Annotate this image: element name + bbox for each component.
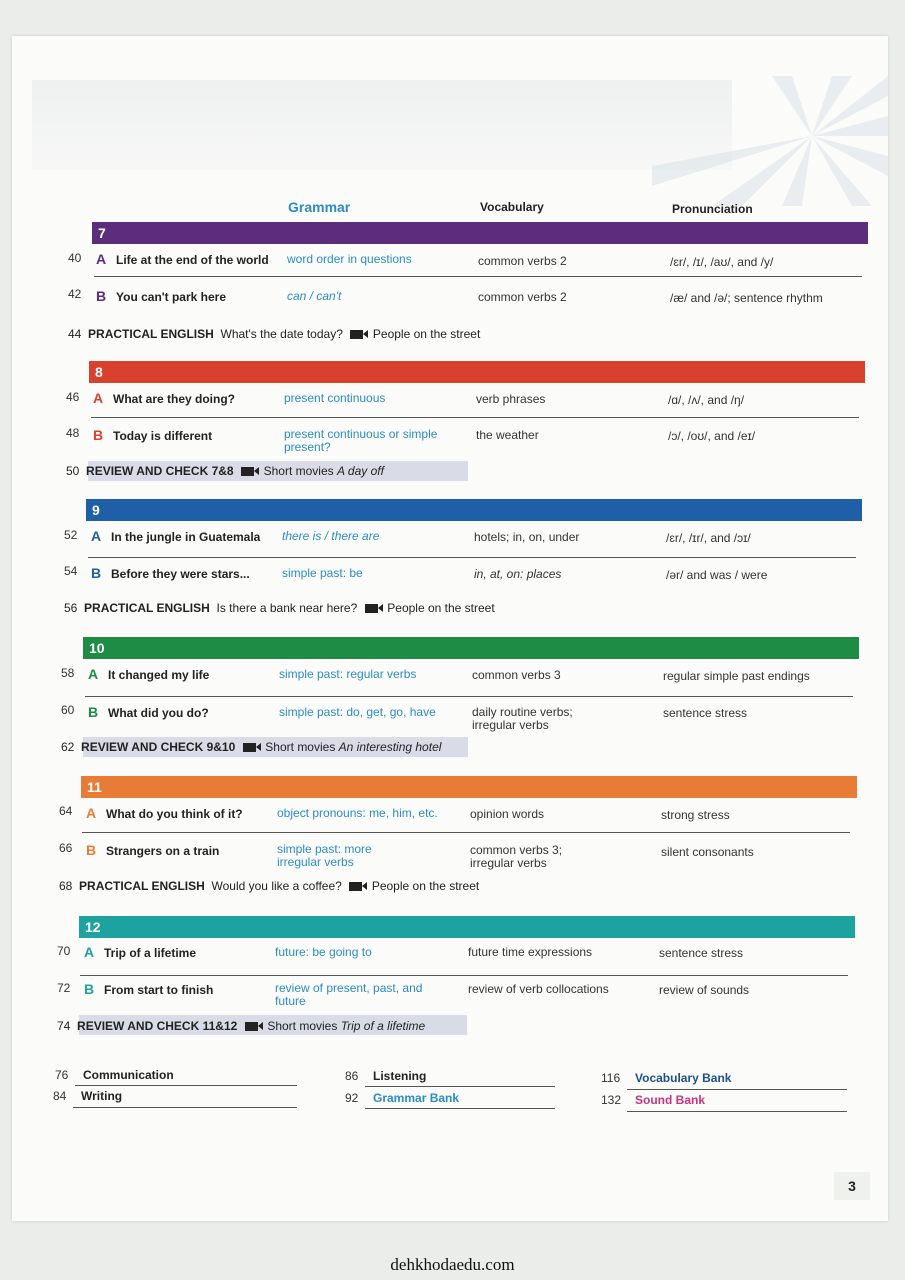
lesson-letter: A xyxy=(96,251,107,267)
lesson-letter: A xyxy=(91,528,102,544)
index-page: 116 xyxy=(601,1071,621,1085)
special-text: Is there a bank near here? xyxy=(216,601,358,615)
lesson-letter: A xyxy=(86,805,97,821)
special-video: People on the street xyxy=(387,601,495,615)
row-divider xyxy=(91,417,859,418)
review-and-check-row xyxy=(66,464,384,478)
index-label: Listening xyxy=(373,1069,427,1083)
index-label: Grammar Bank xyxy=(373,1091,460,1105)
index-label: Vocabulary Bank xyxy=(635,1071,732,1085)
index-page: 76 xyxy=(55,1068,69,1082)
index-divider xyxy=(365,1086,555,1087)
lesson-pronunciation: /ɔ/, /oʊ/, and /eɪ/ xyxy=(668,429,756,443)
special-video: People on the street xyxy=(372,327,481,341)
lesson-letter: B xyxy=(84,981,95,997)
unit-8-bar xyxy=(89,361,865,383)
book-page xyxy=(12,36,888,1221)
special-text: Would you like a coffee? xyxy=(211,879,342,893)
lesson-vocabulary: common verbs 2 xyxy=(478,254,567,268)
index-page: 86 xyxy=(345,1069,359,1083)
lesson-letter: B xyxy=(96,288,107,304)
video-camera-icon xyxy=(350,330,363,339)
special-label: REVIEW AND CHECK 11&12 xyxy=(77,1019,238,1033)
index-divider xyxy=(365,1108,555,1109)
lesson-vocabulary: common verbs 2 xyxy=(478,290,567,304)
lesson-page: 46 xyxy=(66,390,80,404)
video-camera-icon xyxy=(241,467,254,476)
sunburst-graphic xyxy=(652,76,888,206)
lesson-pronunciation: /ɛr/, /ɪ/, /aʊ/, and /y/ xyxy=(670,255,774,269)
lesson-title: What do you think of it? xyxy=(106,807,243,821)
footer-watermark: dehkhodaedu.com xyxy=(390,1255,515,1274)
unit-10-bar xyxy=(83,637,859,659)
lesson-grammar: future: be going to xyxy=(275,945,372,959)
lesson-title: It changed my life xyxy=(108,668,210,682)
lesson-vocabulary: review of verb collocations xyxy=(468,982,609,996)
unit-number: 12 xyxy=(85,919,101,935)
lesson-letter: B xyxy=(91,565,102,581)
unit-7-bar xyxy=(92,222,868,244)
lesson-grammar: object pronouns: me, him, etc. xyxy=(277,806,438,820)
video-camera-icon xyxy=(243,743,256,752)
special-label: REVIEW AND CHECK 9&10 xyxy=(81,740,236,754)
lesson-vocabulary: common verbs 3; irregular verbs xyxy=(470,843,563,870)
lesson-page: 72 xyxy=(57,981,71,995)
bleed-through-band xyxy=(32,80,732,170)
lesson-title: Before they were stars... xyxy=(111,567,250,581)
vocabulary-header: Vocabulary xyxy=(480,200,544,214)
special-video: A day off xyxy=(337,464,384,478)
lesson-grammar: simple past: be xyxy=(282,566,363,580)
special-text: Short movies xyxy=(263,464,334,478)
special-video: People on the street xyxy=(371,879,480,893)
review-and-check-row xyxy=(57,1019,425,1033)
pronunciation-header: Pronunciation xyxy=(672,202,753,216)
unit-number: 9 xyxy=(92,502,100,518)
lesson-page: 48 xyxy=(66,426,80,440)
lesson-vocabulary: future time expressions xyxy=(468,945,593,959)
lesson-page: 66 xyxy=(59,841,73,855)
special-video: Trip of a lifetime xyxy=(340,1019,426,1033)
index-divider xyxy=(73,1107,297,1108)
special-page: 68 xyxy=(59,879,73,893)
index-listening xyxy=(345,1069,426,1083)
lesson-pronunciation: silent consonants xyxy=(661,845,754,859)
special-text: Short movies xyxy=(265,740,336,754)
lesson-pronunciation: /ər/ and was / were xyxy=(666,568,768,582)
special-text: What's the date today? xyxy=(220,327,343,341)
lesson-vocabulary: verb phrases xyxy=(476,392,546,406)
index-communication xyxy=(55,1068,174,1082)
practical-english-row xyxy=(59,879,479,893)
special-text: Short movies xyxy=(267,1019,338,1033)
lesson-letter: A xyxy=(84,944,95,960)
index-divider xyxy=(627,1111,847,1112)
row-divider xyxy=(85,696,853,697)
index-page: 84 xyxy=(53,1089,67,1103)
lesson-vocabulary: daily routine verbs; irregular verbs xyxy=(472,705,573,732)
lesson-grammar: review of present, past, and future xyxy=(275,981,423,1008)
lesson-page: 64 xyxy=(59,804,73,818)
grammar-header: Grammar xyxy=(288,199,351,215)
special-video: An interesting hotel xyxy=(338,740,442,754)
lesson-grammar: can / can't xyxy=(287,289,342,303)
lesson-grammar: simple past: regular verbs xyxy=(279,667,417,681)
lesson-vocabulary: in, at, on: places xyxy=(474,567,562,581)
lesson-pronunciation: /æ/ and /ə/; sentence rhythm xyxy=(670,291,823,305)
video-camera-icon xyxy=(365,604,378,613)
unit-number: 7 xyxy=(98,225,106,241)
unit-9-bar xyxy=(86,499,862,521)
lesson-title: From start to finish xyxy=(104,983,214,997)
lesson-page: 70 xyxy=(57,944,71,958)
unit-number: 10 xyxy=(89,640,105,656)
lesson-grammar: simple past: more irregular verbs xyxy=(277,842,372,869)
special-label: PRACTICAL ENGLISH xyxy=(84,601,210,615)
special-page: 62 xyxy=(61,740,75,754)
row-divider xyxy=(82,832,850,833)
lesson-letter: A xyxy=(93,390,104,406)
special-page: 50 xyxy=(66,464,80,478)
lesson-title: Life at the end of the world xyxy=(116,253,269,267)
row-divider xyxy=(88,557,856,558)
index-page: 92 xyxy=(345,1091,359,1105)
special-page: 44 xyxy=(68,327,82,341)
index-divider xyxy=(75,1085,297,1086)
page-number: 3 xyxy=(834,1172,870,1200)
index-divider xyxy=(627,1089,847,1090)
lesson-letter: B xyxy=(86,842,97,858)
lesson-grammar: present continuous or simple present? xyxy=(284,427,438,454)
lesson-pronunciation: review of sounds xyxy=(659,983,750,997)
lesson-pronunciation: regular simple past endings xyxy=(663,669,810,683)
special-label: REVIEW AND CHECK 7&8 xyxy=(86,464,234,478)
index-writing xyxy=(53,1089,122,1103)
lesson-vocabulary: common verbs 3 xyxy=(472,668,561,682)
unit-11-bar xyxy=(81,776,857,798)
lesson-letter: B xyxy=(88,704,99,720)
lesson-pronunciation: strong stress xyxy=(661,808,730,822)
lesson-grammar: present continuous xyxy=(284,391,386,405)
lesson-vocabulary: opinion words xyxy=(470,807,545,821)
unit-number: 8 xyxy=(95,364,103,380)
video-camera-icon xyxy=(349,882,362,891)
special-page: 74 xyxy=(57,1019,71,1033)
index-vocabulary-bank xyxy=(601,1071,731,1085)
lesson-pronunciation: sentence stress xyxy=(659,946,744,960)
index-label: Communication xyxy=(83,1068,174,1082)
lesson-vocabulary: hotels; in, on, under xyxy=(474,530,580,544)
special-page: 56 xyxy=(64,601,78,615)
lesson-page: 52 xyxy=(64,528,78,542)
lesson-pronunciation: /ɑ/, /ʌ/, and /ŋ/ xyxy=(668,393,745,407)
lesson-title: Strangers on a train xyxy=(106,844,220,858)
index-sound-bank xyxy=(601,1093,705,1107)
lesson-title: In the jungle in Guatemala xyxy=(111,530,261,544)
lesson-page: 60 xyxy=(61,703,75,717)
row-divider xyxy=(94,276,862,277)
special-label: PRACTICAL ENGLISH xyxy=(88,327,214,341)
lesson-title: What are they doing? xyxy=(113,392,236,406)
lesson-grammar: there is / there are xyxy=(282,529,380,543)
unit-number: 11 xyxy=(87,779,102,795)
lesson-title: You can't park here xyxy=(116,290,226,304)
lesson-title: What did you do? xyxy=(108,706,209,720)
practical-english-row xyxy=(64,601,495,615)
index-page: 132 xyxy=(601,1093,622,1107)
lesson-grammar: simple past: do, get, go, have xyxy=(279,705,436,719)
lesson-page: 42 xyxy=(68,287,82,301)
review-and-check-row xyxy=(61,740,441,754)
lesson-grammar: word order in questions xyxy=(287,252,412,266)
special-label: PRACTICAL ENGLISH xyxy=(79,879,205,893)
lesson-letter: A xyxy=(88,666,99,682)
practical-english-row xyxy=(68,327,480,341)
lesson-title: Trip of a lifetime xyxy=(104,946,197,960)
lesson-page: 40 xyxy=(68,251,82,265)
video-camera-icon xyxy=(245,1022,258,1031)
lesson-title: Today is different xyxy=(113,429,213,443)
lesson-vocabulary: the weather xyxy=(476,428,539,442)
index-label: Sound Bank xyxy=(635,1093,706,1107)
lesson-pronunciation: sentence stress xyxy=(663,706,748,720)
row-divider xyxy=(80,975,848,976)
index-grammar-bank xyxy=(345,1091,459,1105)
unit-12-bar xyxy=(79,916,855,938)
lesson-letter: B xyxy=(93,427,104,443)
lesson-page: 58 xyxy=(61,666,75,680)
index-label: Writing xyxy=(81,1089,123,1103)
lesson-page: 54 xyxy=(64,564,78,578)
lesson-pronunciation: /ɛr/, /ɪr/, and /ɔɪ/ xyxy=(666,531,751,545)
